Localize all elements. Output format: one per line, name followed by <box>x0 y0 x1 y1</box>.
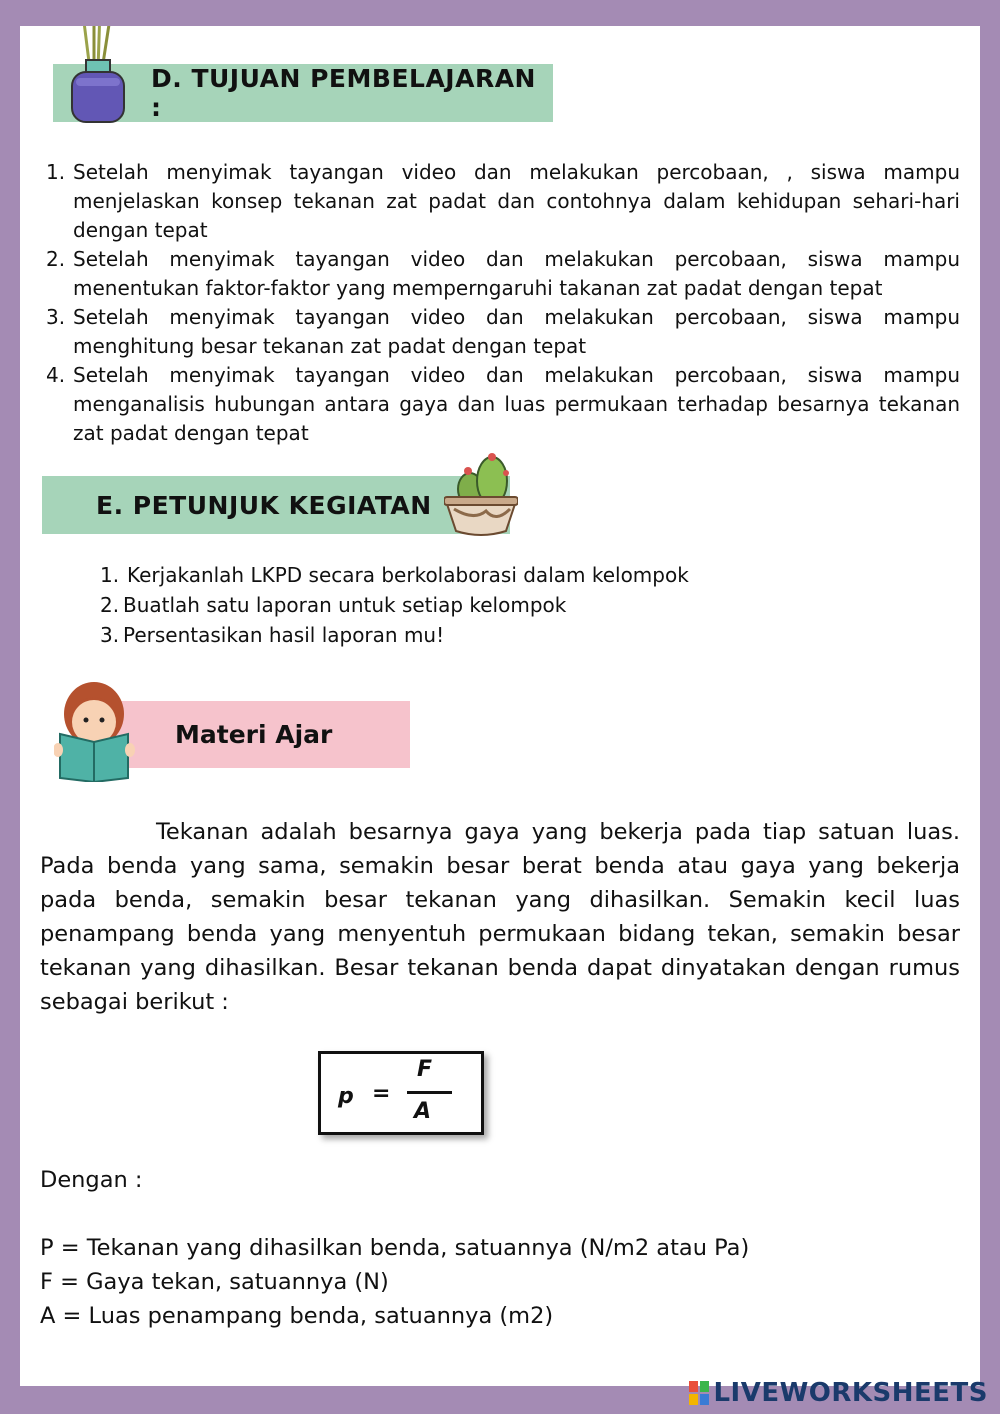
section-e-banner <box>42 476 510 534</box>
pressure-formula-box <box>318 1051 484 1135</box>
list-item <box>100 560 689 590</box>
item-text: Setelah menyimak tayangan video dan melakukan percobaan, , siswa mampu menjelaskan konsep tekanan zat padat dan contohnya dalam kehidupan sehari-hari dengan tepat <box>73 160 960 242</box>
girl-reading-icon <box>54 674 138 782</box>
item-number: 1. <box>100 563 120 587</box>
materi-title: Materi Ajar <box>175 720 333 749</box>
formula-lhs: p <box>338 1084 354 1109</box>
activity-instructions-list <box>100 560 689 650</box>
materi-paragraph: Tekanan adalah besarnya gaya yang bekerja pada tiap satuan luas. Pada benda yang sama, semakin besar berat benda atau gaya yang bekerja pada benda, semakin besar tekanan yang dihasilkan. Semakin kecil luas penampang benda yang menyentuh permukaan bidang tekan, semakin besar tekanan yang dihasilkan. Besar tekanan benda dapat dinyatakan dengan rumus sebagai berikut : <box>40 819 960 1015</box>
definition-f: F = Gaya tekan, satuannya (N) <box>40 1269 389 1295</box>
liveworksheets-logo <box>689 1378 988 1408</box>
item-text: Setelah menyimak tayangan video dan melakukan percobaan, siswa mampu menghitung besar tekanan zat padat dengan tepat <box>73 305 960 358</box>
list-item <box>100 620 689 650</box>
item-text: Persentasikan hasil laporan mu! <box>123 623 445 647</box>
formula-equals: = <box>372 1081 391 1106</box>
formula-numerator: F <box>417 1057 433 1082</box>
materi-banner <box>100 701 410 768</box>
item-number: 3. <box>46 305 66 329</box>
item-number: 3. <box>100 623 120 647</box>
item-number: 4. <box>46 363 66 387</box>
item-number: 2. <box>100 593 120 617</box>
worksheet-page <box>20 26 980 1386</box>
learning-objectives-list <box>46 158 960 448</box>
item-text: Setelah menyimak tayangan video dan melakukan percobaan, siswa mampu menganalisis hubungan antara gaya dan luas permukaan terhadap besarnya tekanan zat padat dengan tepat <box>73 363 960 445</box>
list-item <box>46 158 960 245</box>
list-item <box>100 590 689 620</box>
list-item <box>46 303 960 361</box>
item-number: 1. <box>46 160 66 184</box>
section-d-title: D. TUJUAN PEMBELAJARAN : <box>151 64 536 122</box>
item-text: Kerjakanlah LKPD secara berkolaborasi dalam kelompok <box>127 563 689 587</box>
item-text: Setelah menyimak tayangan video dan melakukan percobaan, siswa mampu menentukan faktor-faktor yang memperngaruhi takanan zat padat dengan tepat <box>73 247 960 300</box>
liveworksheets-mark-icon <box>689 1381 709 1405</box>
cactus-icon <box>444 451 518 537</box>
fraction-bar <box>407 1091 452 1094</box>
item-text: Buatlah satu laporan untuk setiap kelompok <box>123 593 567 617</box>
reed-diffuser-icon <box>60 26 136 124</box>
section-e-title: E. PETUNJUK KEGIATAN <box>96 490 432 520</box>
brand-text: LIVEWORKSHEETS <box>713 1378 988 1408</box>
list-item <box>46 361 960 448</box>
item-number: 2. <box>46 247 66 271</box>
formula-denominator: A <box>414 1099 432 1124</box>
definition-a: A = Luas penampang benda, satuannya (m2) <box>40 1303 554 1329</box>
definition-p: P = Tekanan yang dihasilkan benda, satuannya (N/m2 atau Pa) <box>40 1235 750 1261</box>
dengan-label: Dengan : <box>40 1167 143 1193</box>
list-item <box>46 245 960 303</box>
